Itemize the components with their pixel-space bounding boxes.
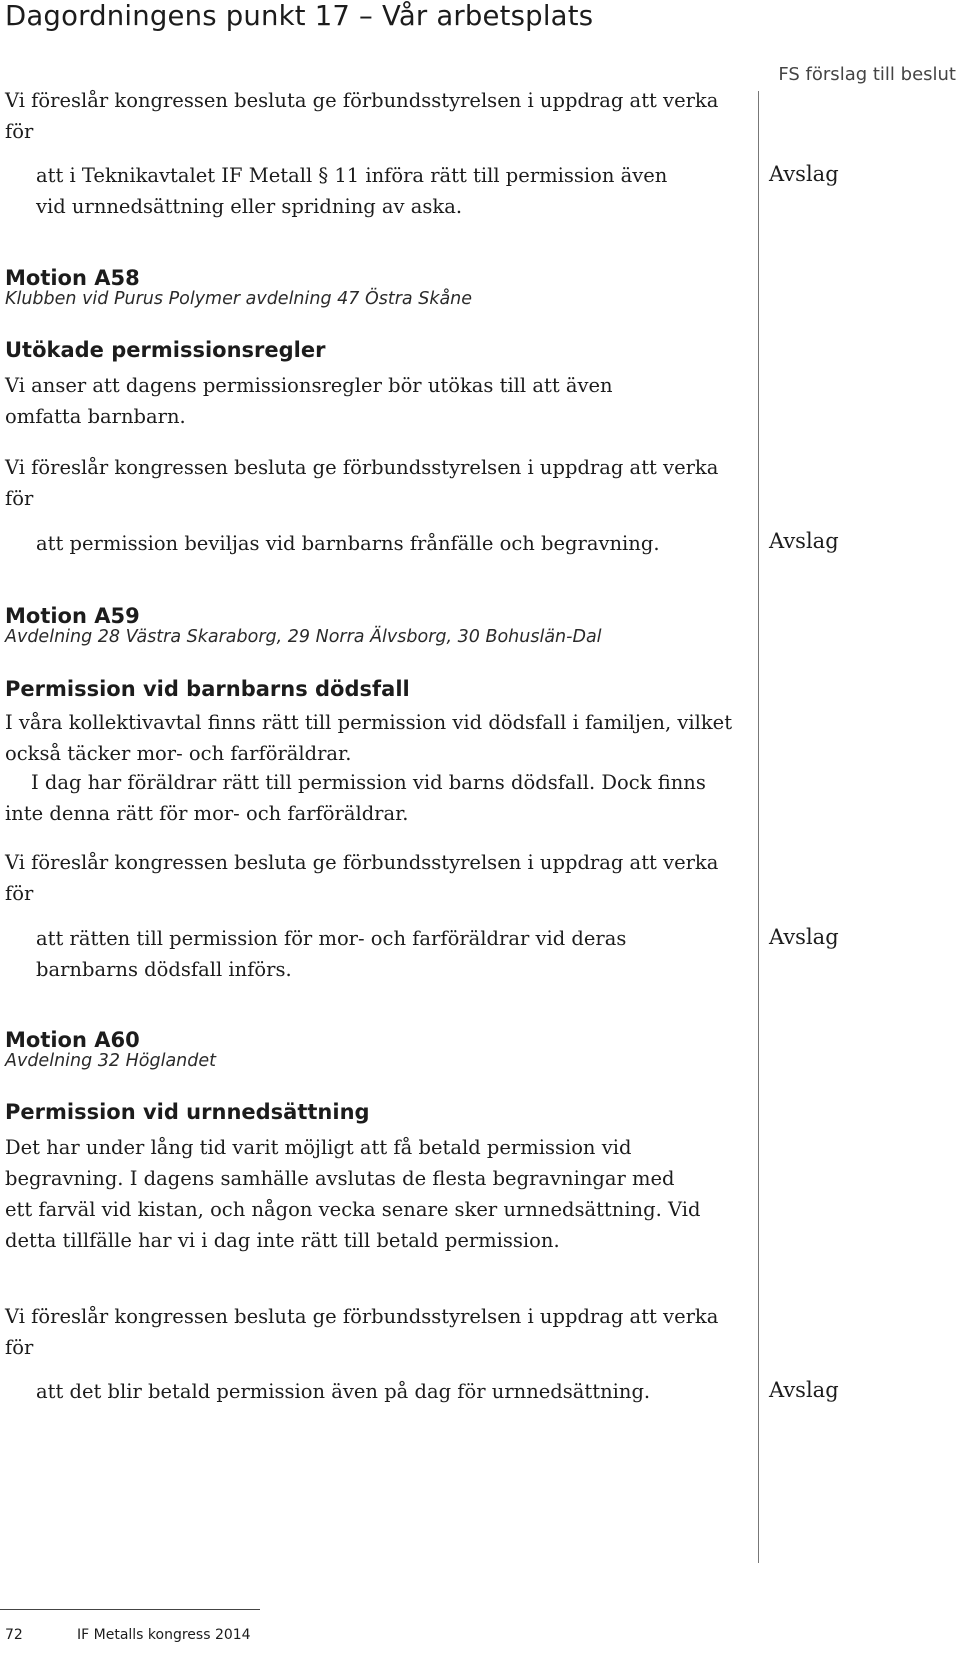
motion-a59-submitter: Avdelning 28 Västra Skaraborg, 29 Norra Älvsborg, 30 Bohuslän-Dal [5,627,602,647]
column-divider [758,91,759,1563]
carryover-proposal-intro: Vi föreslår kongressen besluta ge förbundsstyrelsen i uppdrag att verka för [5,89,719,143]
motion-a58-body: Vi anser att dagens permissionsregler bör utökas till att även omfatta barnbarn. [5,374,613,428]
motion-a60-submitter: Avdelning 32 Höglandet [5,1051,216,1071]
motion-a59-body-2: I dag har föräldrar rätt till permission vid barns dödsfall. Dock finns inte denna rätt för mor- och farföräldrar. [5,771,706,825]
motion-a59-verdict: Avslag [769,925,839,949]
carryover-proposal: att i Teknikavtalet IF Metall § 11 införa rätt till permission även vid urnnedsättning eller spridning av aska. [36,164,668,218]
motion-a58-proposal: att permission beviljas vid barnbarns frånfälle och begravning. [36,532,660,555]
motion-a60-heading: Permission vid urnnedsättning [5,1100,370,1124]
motion-a60-verdict: Avslag [769,1378,839,1402]
motion-a58-submitter: Klubben vid Purus Polymer avdelning 47 Östra Skåne [5,289,473,309]
motion-a60-body: Det har under lång tid varit möjligt att få betald permission vid begravning. I dagens samhälle avslutas de flesta begravningar med ett farväl vid kistan, och någon vecka senare sker urnnedsättning. Vid detta tillfälle har vi i dag inte rätt till betald permission. [5,1136,701,1252]
footer-rule [0,1609,260,1610]
column-header-fs-proposal: FS förslag till beslut [778,64,956,85]
motion-a60-number: Motion A60 [5,1028,140,1052]
motion-a58-heading: Utökade permissionsregler [5,338,326,362]
footer-publication: IF Metalls kongress 2014 [77,1627,251,1643]
motion-a58-proposal-intro: Vi föreslår kongressen besluta ge förbundsstyrelsen i uppdrag att verka för [5,456,719,510]
motion-a60-proposal-intro: Vi föreslår kongressen besluta ge förbundsstyrelsen i uppdrag att verka för [5,1305,719,1359]
motion-a58-number: Motion A58 [5,266,140,290]
motion-a59-heading: Permission vid barnbarns dödsfall [5,677,410,701]
motion-a59-proposal-intro: Vi föreslår kongressen besluta ge förbundsstyrelsen i uppdrag att verka för [5,851,719,905]
motion-a58-verdict: Avslag [769,529,839,553]
motion-a59-proposal: att rätten till permission för mor- och farföräldrar vid deras barnbarns dödsfall införs. [36,927,627,981]
motion-a59-body-1: I våra kollektivavtal finns rätt till permission vid dödsfall i familjen, vilket också täcker mor- och farföräldrar. [5,711,733,765]
motion-a59-number: Motion A59 [5,604,140,628]
page-number: 72 [5,1627,23,1643]
carryover-verdict: Avslag [769,162,839,186]
motion-a60-proposal: att det blir betald permission även på dag för urnnedsättning. [36,1380,651,1403]
page-title: Dagordningens punkt 17 – Vår arbetsplats [5,0,594,32]
